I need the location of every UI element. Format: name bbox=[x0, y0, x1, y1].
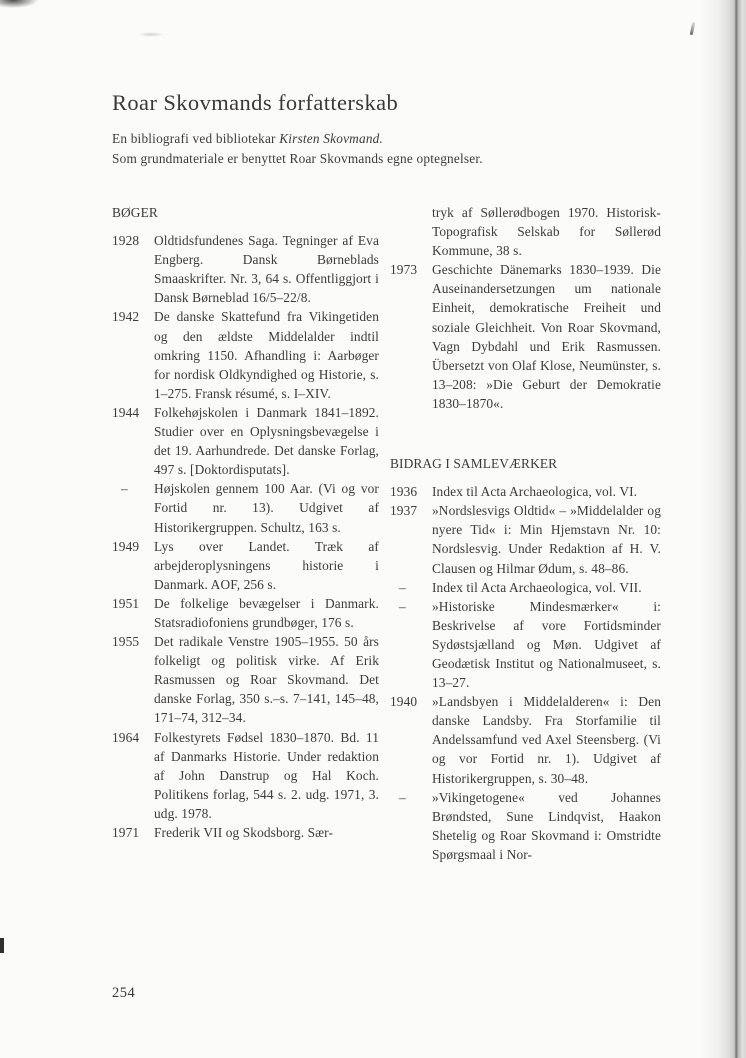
entry-text: Oldtidsfundenes Saga. Tegninger af Eva Engberg. Dansk Børneblads Smaaskrifter. Nr. 3, 64 s. Offentliggjort i Dansk Børneblad 16/5–22/8. bbox=[154, 233, 379, 306]
page-edge-shadow bbox=[700, 0, 746, 1058]
intro-line1-prefix: En bibliografi ved bibliotekar bbox=[112, 131, 280, 146]
entry-text: De folkelige bevægelser i Danmark. Statsradiofoniens grundbøger, 176 s. bbox=[154, 595, 379, 630]
entry-year: 1964 bbox=[112, 729, 140, 745]
bibliography-entry bbox=[390, 482, 661, 501]
entry-text: Det radikale Venstre 1905–1955. 50 års folkeligt og politisk virke. Af Erik Rasmussen og Roar Skovmand. Det danske Forlag, 350 s.–s. 7–141, 145–48, 171–74, 312–34. bbox=[154, 634, 379, 726]
entry-text: Folkestyrets Fødsel 1830–1870. Bd. 11 af Danmarks Historie. Under redaktion af John Danstrup og Hal Koch. Politikens forlag, 544 s. 2. udg. 1971, 3. udg. 1978. bbox=[154, 729, 379, 821]
bibliography-column-right bbox=[390, 203, 661, 864]
entry-year: 1928 bbox=[112, 233, 140, 249]
scan-smudge-faint bbox=[138, 32, 164, 37]
entry-year: 1971 bbox=[112, 825, 140, 840]
entry-text: De danske Skattefund fra Vikingetiden og den ældste Middelalder indtil omkring 1150. Afhandling i: Aarbøger for nordisk Oldkyndighed og Historie, s. 1–275. Fransk résumé, s. I–XIV. bbox=[154, 309, 379, 401]
page-title: Roar Skovmands forfatterskab bbox=[112, 90, 399, 115]
intro-line2: Som grundmateriale er benyttet Roar Skovmands egne optegnelser. bbox=[112, 150, 483, 166]
bibliography-entry bbox=[390, 578, 661, 597]
entry-text: Geschichte Dänemarks 1830–1939. Die Auseinandersetzungen um nationale Einheit, demokratische Freiheit und soziale Gleichheit. Von Roar Skovmand, Vagn Dybdahl und Erik Rasmussen. Übersetzt von Olaf Klose, Neumünster, s. 13–208: »Die Geburt der Demokratie 1830–1870«. bbox=[432, 262, 661, 411]
intro-text bbox=[112, 129, 483, 168]
entry-text: Højskolen gennem 100 Aar. (Vi og vor Fortid nr. 13). Udgivet af Historikergruppen. Schultz, 163 s. bbox=[154, 481, 379, 535]
bibliography-entry bbox=[112, 479, 379, 536]
scan-smudge-top-left bbox=[0, 0, 38, 8]
bibliography-entry bbox=[390, 597, 661, 692]
entry-year: 1937 bbox=[390, 503, 418, 519]
entry-year: – bbox=[121, 481, 128, 497]
entry-text: »Landsbyen i Middelalderen« i: Den danske Landsby. Fra Storfamilie til Andelssamfund ved Axel Steensberg. (Vi og vor Fortid nr. 1). Udgivet af Historikergruppen, s. 30–48. bbox=[432, 694, 661, 786]
bibliography-entry bbox=[112, 823, 379, 842]
bibliography-entry bbox=[112, 594, 379, 632]
bibliography-entry bbox=[390, 501, 661, 577]
entry-text: Frederik VII og Skodsborg. Sær- bbox=[154, 825, 334, 840]
section-heading: BIDRAG I SAMLEVÆRKER bbox=[390, 456, 558, 472]
entry-text: Index til Acta Archaeologica, vol. VII. bbox=[432, 579, 642, 595]
entry-text: Folkehøjskolen i Danmark 1841–1892. Studier over en Oplysningsbevægelse i det 19. Aarhundrede. Det danske Forlag, 497 s. [Doktordisputats]. bbox=[154, 404, 379, 478]
bibliography-entry bbox=[112, 307, 379, 402]
entry-text: Lys over Landet. Træk af arbejderoplysningens historie i Danmark. AOF, 256 s. bbox=[154, 538, 379, 592]
page-number: 254 bbox=[112, 985, 136, 1001]
entry-year: 1949 bbox=[112, 538, 140, 554]
bibliography-entry bbox=[112, 632, 379, 727]
entry-text: Index til Acta Archaeologica, vol. VI. bbox=[432, 484, 638, 500]
entry-year: – bbox=[399, 598, 406, 614]
entry-year: 1955 bbox=[112, 634, 140, 650]
entry-year: 1951 bbox=[112, 595, 140, 611]
bibliography-column-left bbox=[112, 203, 379, 842]
bibliography-entry bbox=[112, 231, 379, 307]
intro-line1-author: Kirsten Skovmand. bbox=[279, 131, 384, 146]
entry-year: 1936 bbox=[390, 484, 418, 500]
entry-year: 1942 bbox=[112, 309, 140, 325]
scan-artifact-mark bbox=[690, 22, 696, 35]
entry-year: 1973 bbox=[390, 262, 418, 278]
bibliography-entry bbox=[112, 728, 379, 823]
entry-year: – bbox=[399, 789, 406, 805]
entry-text: »Vikingetogene« ved Johannes Brøndsted, Sune Lindqvist, Haakon Shetelig og Roar Skovmand i: Omstridte Spørgsmaal i Nor- bbox=[432, 789, 661, 862]
entry-text: »Nordslesvigs Oldtid« – »Middelalder og nyere Tid« i: Min Hjemstavn Nr. 10: Nordslesvig. Under Redaktion af H. V. Clausen og Hilmar Ødum, s. 48–86. bbox=[432, 503, 661, 576]
entry-year: – bbox=[399, 579, 406, 595]
entry-text: tryk af Søllerødbogen 1970. Historisk-Topografisk Selskab for Søllerød Kommune, 38 s. bbox=[432, 205, 661, 259]
entry-year: 1940 bbox=[390, 694, 418, 710]
bibliography-entry bbox=[390, 692, 661, 787]
section-heading: BØGER bbox=[112, 205, 158, 220]
bibliography-entry bbox=[390, 260, 661, 413]
bibliography-entry bbox=[390, 203, 661, 260]
entry-text: »Historiske Mindesmærker« i: Beskrivelse af vore Fortidsminder Sydøstsjælland og Møn. Udgivet af Geodætisk Institut og Nationalmuseet, s. 13–27. bbox=[432, 598, 661, 691]
bibliography-entry bbox=[390, 788, 661, 864]
entry-year: 1944 bbox=[112, 404, 140, 420]
scan-smudge-left-edge bbox=[0, 938, 4, 953]
bibliography-entry bbox=[112, 403, 379, 479]
bibliography-entry bbox=[112, 537, 379, 594]
